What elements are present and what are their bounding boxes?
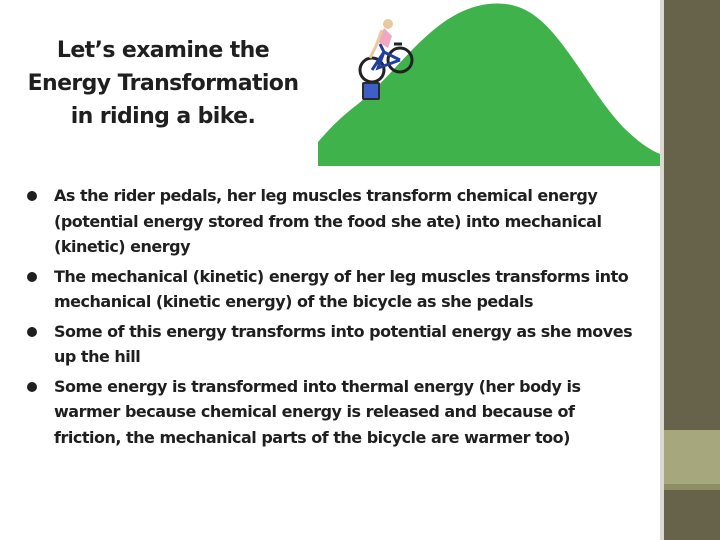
list-item [24, 319, 644, 370]
side-accent-block [664, 430, 720, 484]
bullet-icon [27, 191, 37, 201]
list-item [24, 374, 644, 451]
bullet-list [24, 183, 644, 454]
list-item [24, 264, 644, 315]
title-line-1: Let’s examine the [56, 38, 270, 63]
bullet-icon [27, 327, 37, 337]
side-accent-line [664, 484, 720, 490]
hill-illustration [318, 0, 660, 166]
bullet-text: Some energy is transformed into thermal energy (her body is warmer because chemical energy is released and because of friction, the mechanical parts of the bicycle are warmer too) [54, 376, 581, 447]
slide-title [8, 34, 318, 133]
title-line-2: Energy Transformation [27, 71, 299, 96]
bullet-text: Some of this energy transforms into potential energy as she moves up the hill [54, 321, 633, 366]
list-item [24, 183, 644, 260]
bullet-icon [27, 382, 37, 392]
bullet-icon [27, 272, 37, 282]
bullet-text: As the rider pedals, her leg muscles transform chemical energy (potential energy stored from the food she ate) into mechanical (kinetic) energy [54, 186, 602, 256]
bullet-text: The mechanical (kinetic) energy of her leg muscles transforms into mechanical (kinetic energy) of the bicycle as she pedals [54, 266, 629, 311]
title-line-3: in riding a bike. [70, 104, 256, 129]
